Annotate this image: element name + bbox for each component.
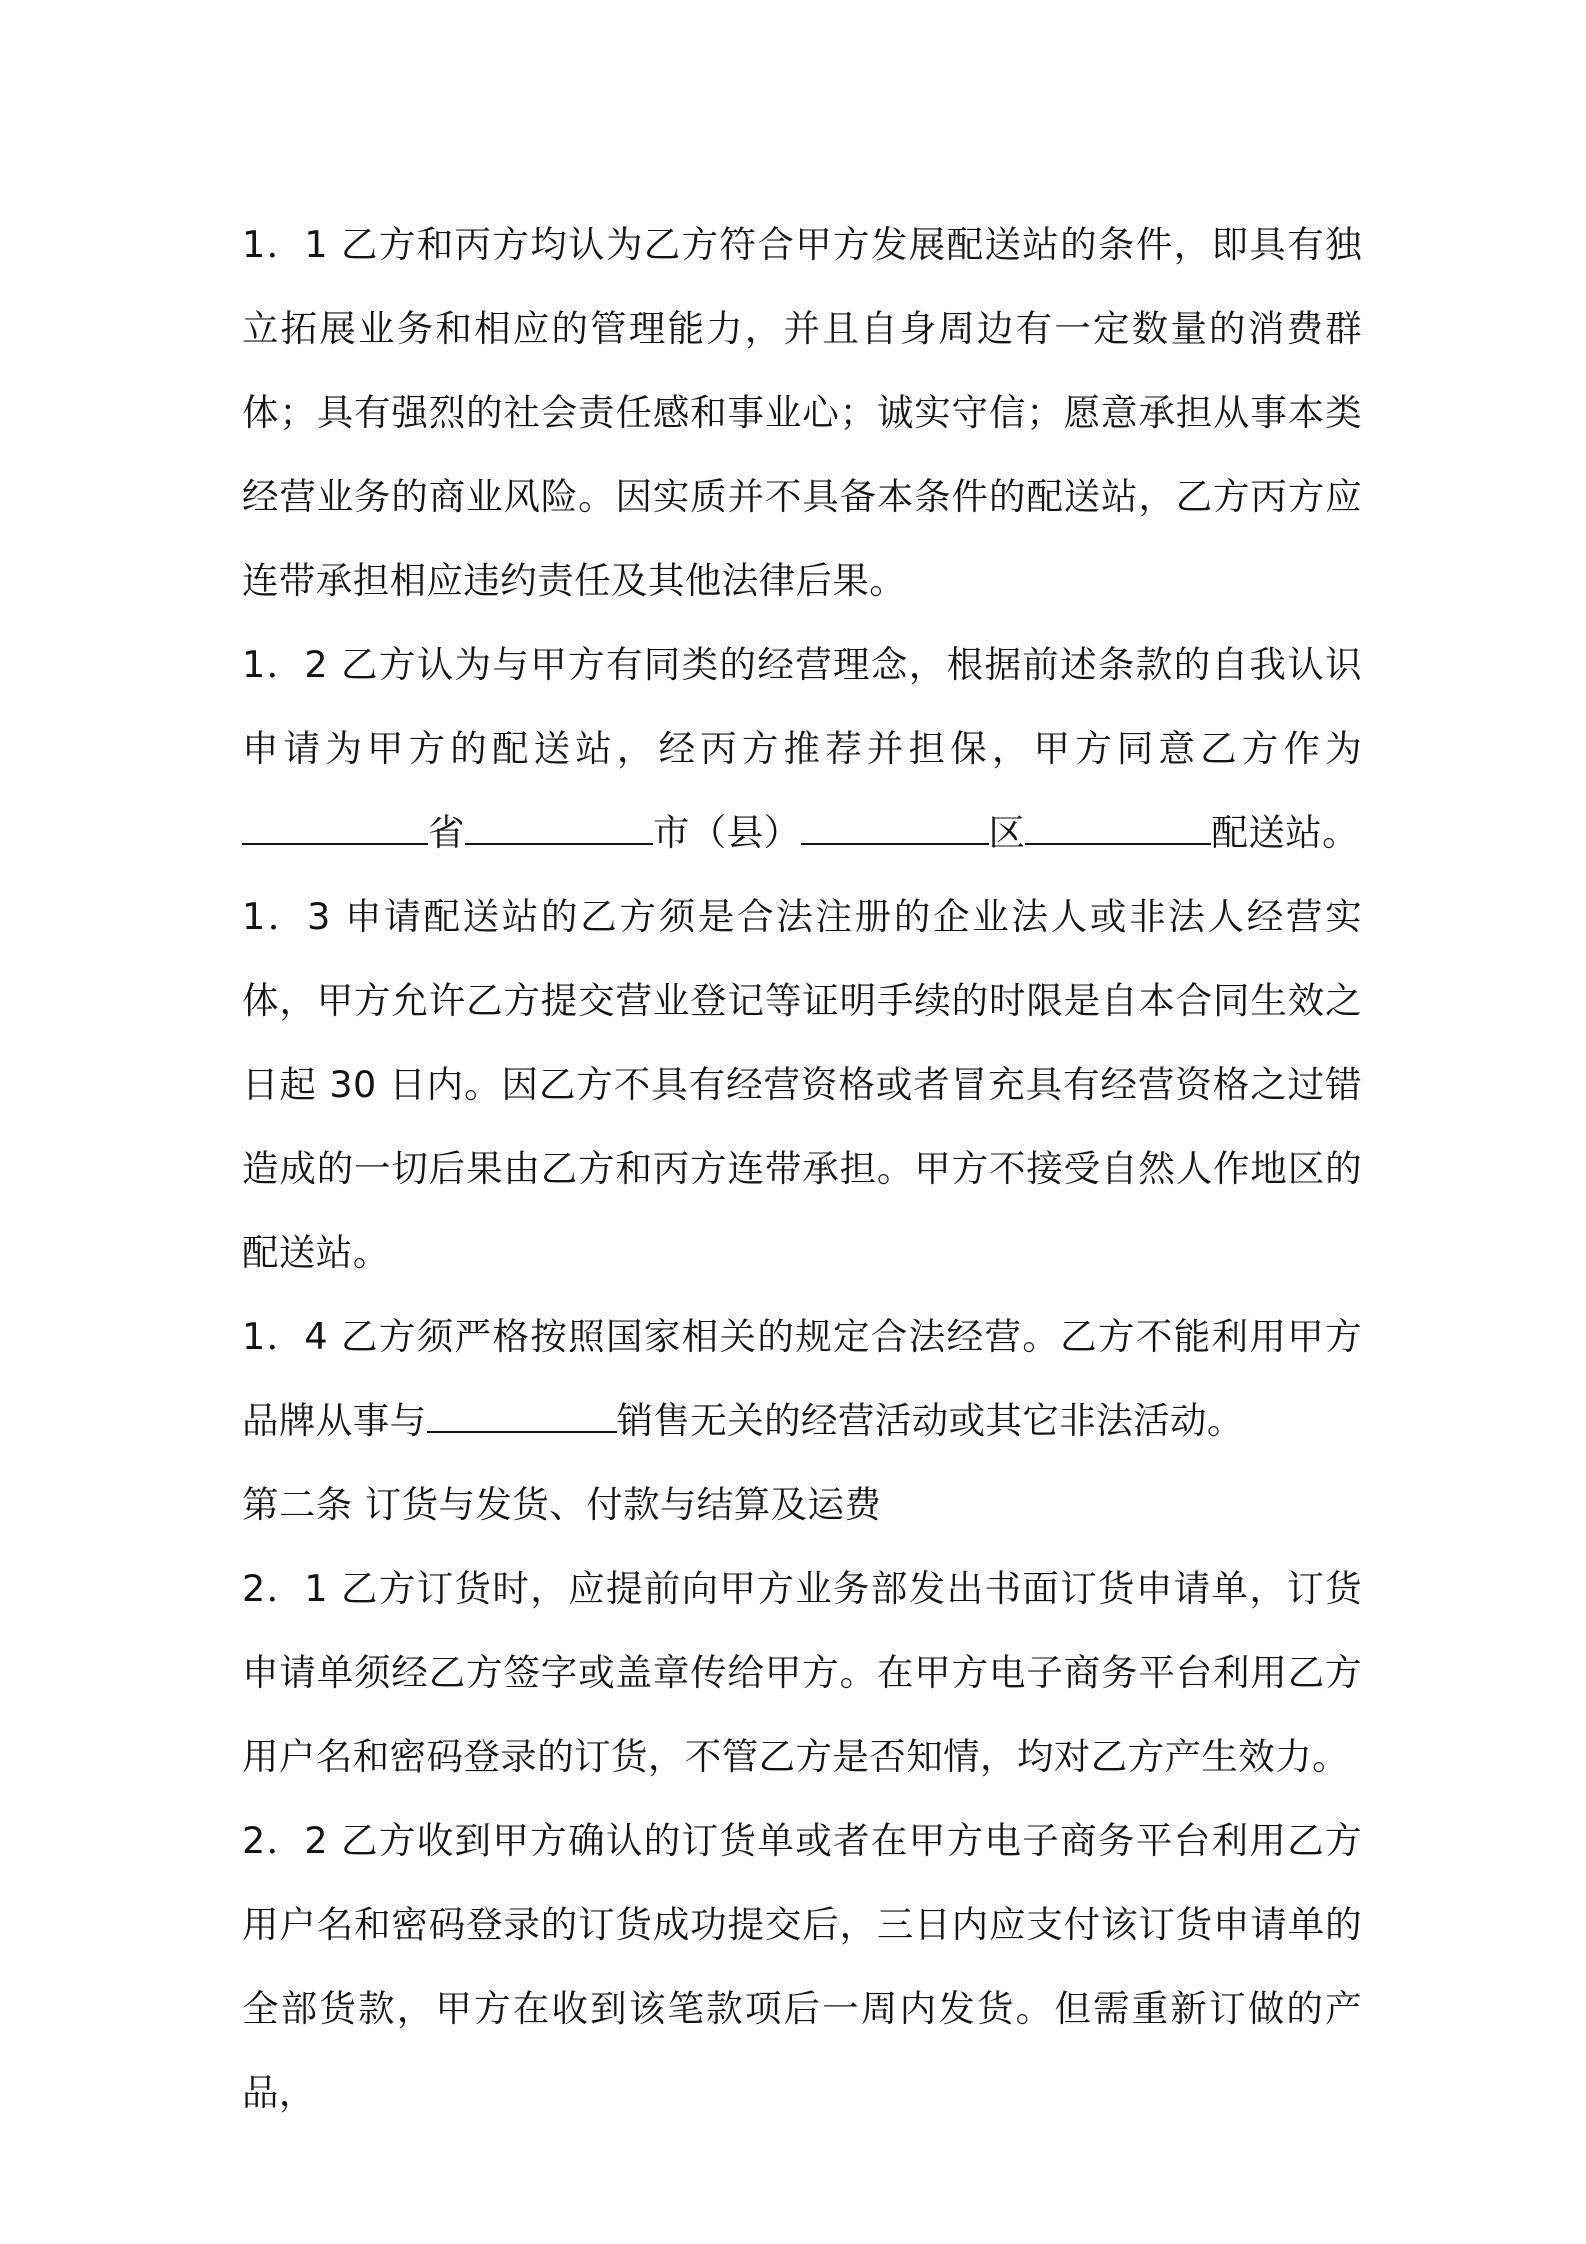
- blank-district: [801, 813, 989, 845]
- blank-station: [1025, 813, 1211, 845]
- clause-1-4: [242, 1295, 1362, 1463]
- clause-2-1: 2．1 乙方订货时，应提前向甲方业务部发出书面订货申请单，订货申请单须经乙方签字或盖章传给甲方。在甲方电子商务平台利用乙方用户名和密码登录的订货，不管乙方是否知情，均对乙方产生效力。: [242, 1567, 1362, 1778]
- clause-1-2-text: 1．2 乙方认为与甲方有同类的经营理念，根据前述条款的自我认识申请为甲方的配送站，经丙方推荐并担保，甲方同意乙方作为: [242, 643, 1362, 770]
- label-province: 省: [428, 811, 465, 854]
- article-2-heading: 第二条 订货与发货、付款与结算及运费: [242, 1483, 882, 1526]
- clause-2-2: 2．2 乙方收到甲方确认的订货单或者在甲方电子商务平台利用乙方用户名和密码登录的订货成功提交后，三日内应支付该订货申请单的全部货款，甲方在收到该笔款项后一周内发货。但需重新订做的产品，: [242, 1819, 1362, 2114]
- label-city: 市（县）: [652, 811, 801, 854]
- label-station: 配送站。: [1211, 811, 1360, 854]
- clause-1-3: 1．3 申请配送站的乙方须是合法注册的企业法人或非法人经营实体，甲方允许乙方提交营业登记等证明手续的时限是自本合同生效之日起 30 日内。因乙方不具有经营资格或者冒充具有经营资格之过错造成的一切后果由乙方和丙方连带承担。甲方不接受自然人作地区的配送站。: [242, 895, 1362, 1274]
- blank-province: [242, 813, 428, 845]
- clause-1-4-text-after: 销售无关的经营活动或其它非法活动。: [616, 1399, 1244, 1442]
- clause-1-1: 1．1 乙方和丙方均认为乙方符合甲方发展配送站的条件，即具有独立拓展业务和相应的管理能力，并且自身周边有一定数量的消费群体；具有强烈的社会责任感和事业心；诚实守信；愿意承担从事本类经营业务的商业风险。因实质并不具备本条件的配送站，乙方丙方应连带承担相应违约责任及其他法律后果。: [242, 223, 1362, 602]
- blank-city: [465, 813, 653, 845]
- document-body: [242, 203, 1362, 2135]
- blank-brand: [427, 1401, 617, 1433]
- label-district: 区: [988, 811, 1026, 854]
- clause-1-2: [242, 623, 1362, 875]
- clause-1-4-text-before: 1．4 乙方须严格按照国家相关的规定合法经营。乙方不能利用甲方品牌从事与: [242, 1315, 1362, 1442]
